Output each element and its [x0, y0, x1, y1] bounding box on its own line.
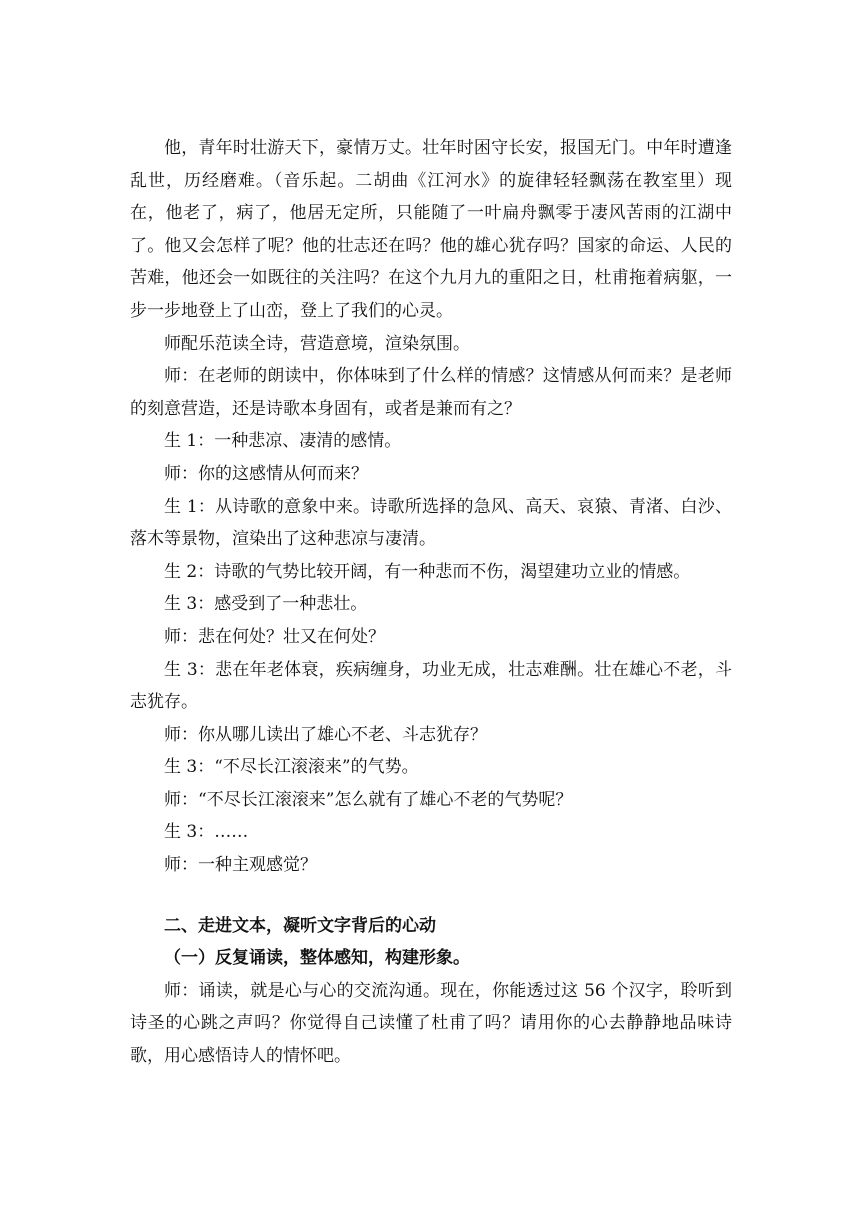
- paragraph-list: [130, 132, 732, 882]
- paragraph: 师：“不尽长江滚滚来”怎么就有了雄心不老的气势呢？: [164, 789, 573, 810]
- section-gap: [130, 882, 732, 910]
- closing-paragraph: 师：诵读，就是心与心的交流沟通。现在，你能透过这 56 个汉字，聆听到诗圣的心跳之声吗？你觉得自己读懂了杜甫了吗？请用你的心去静静地品味诗歌，用心感悟诗人的情怀吧。: [130, 980, 732, 1067]
- paragraph: 师配乐范读全诗，营造意境，渲染氛围。: [164, 333, 470, 354]
- paragraph: 生 2：诗歌的气势比较开阔，有一种悲而不伤，渴望建功立业的情感。: [164, 561, 691, 582]
- sub-heading: （一）反复诵读，整体感知，构建形象。: [164, 948, 470, 969]
- paragraph: 他，青年时壮游天下，豪情万丈。壮年时困守长安，报国无门。中年时遭逢乱世，历经磨难。（音乐起。二胡曲《江河水》的旋律轻轻飘荡在教室里）现在，他老了，病了，他居无定所，只能随了一叶扁舟飘零于凄风苦雨的江湖中了。他又会怎样了呢？他的壮志还在吗？他的雄心犹存吗？国家的命运、人民的苦难，他还会一如既往的关注吗？在这个九月九的重阳之日，杜甫拖着病躯，一步一步地登上了山峦，登上了我们的心灵。: [130, 138, 732, 321]
- paragraph: 生 3：“不尽长江滚滚来”的气势。: [164, 757, 419, 778]
- paragraph: 师：你的这感情从何而来？: [164, 463, 368, 484]
- paragraph: 生 1：一种悲凉、凄清的感情。: [164, 431, 402, 452]
- paragraph: 生 3：感受到了一种悲壮。: [164, 594, 368, 615]
- paragraph: 生 1：从诗歌的意象中来。诗歌所选择的急风、高天、哀猿、青渚、白沙、落木等景物，渲染出了这种悲凉与凄清。: [130, 496, 732, 550]
- paragraph: 生 3：……: [164, 822, 249, 843]
- section-heading: 二、走进文本，凝听文字背后的心动: [164, 915, 436, 936]
- paragraph: 师：悲在何处？壮又在何处？: [164, 626, 385, 647]
- document-page: [130, 132, 732, 1073]
- paragraph: 师：你从哪儿读出了雄心不老、斗志犹存？: [164, 724, 487, 745]
- paragraph: 师：一种主观感觉？: [164, 855, 317, 876]
- paragraph: 生 3：悲在年老体衰，疾病缠身，功业无成，壮志难酬。壮在雄心不老，斗志犹存。: [130, 659, 732, 713]
- paragraph: 师：在老师的朗读中，你体味到了什么样的情感？这情感从何而来？是老师的刻意营造，还是诗歌本身固有，或者是兼而有之？: [130, 366, 732, 419]
